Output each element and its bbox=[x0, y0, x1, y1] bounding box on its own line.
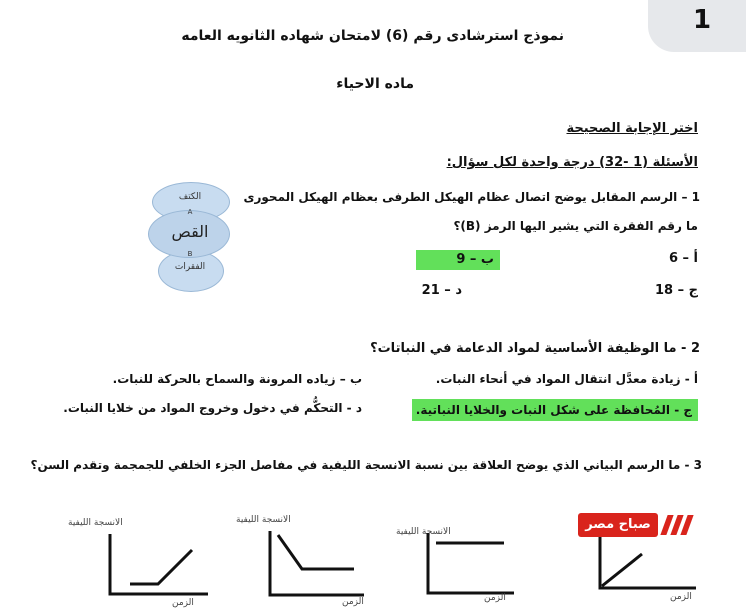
q1-option-c[interactable]: ج – 18 bbox=[654, 283, 698, 298]
q2-stem: 2 - ما الوظيفة الأساسية لمواد الدعامة في النباتات؟ bbox=[370, 341, 700, 356]
graph-3-y-label: الانسجة الليفية bbox=[396, 527, 451, 537]
shoulder-label: الكتف bbox=[178, 192, 202, 202]
graph-option-4[interactable] bbox=[578, 530, 696, 610]
q2-option-b[interactable]: ب – زياده المرونة والسماح بالحركة للنبات. bbox=[112, 372, 362, 386]
instruction-choose: اختر الإجابة الصحيحة bbox=[566, 121, 698, 136]
watermark-text: صباح مصر bbox=[585, 517, 651, 532]
exam-title: نموذج استرشادى رقم (6) لامتحان شهاده الثانويه العامه bbox=[181, 28, 564, 44]
q1-stem-line2: ما رقم الفقرة التي يشير اليها الرمز (B)؟ bbox=[453, 219, 698, 233]
page-number: 1 bbox=[692, 5, 712, 35]
q3-stem: 3 - ما الرسم البياني الذي يوضح العلاقة بين نسبة الانسجة الليفية في مفاصل الجزء الخلفي للجمجمة وتقدم السن؟ bbox=[30, 458, 702, 472]
letter-b: B bbox=[187, 250, 193, 258]
graph-2-plot bbox=[236, 515, 364, 610]
graph-1-x-label: الزمن bbox=[172, 598, 194, 608]
graph-option-1[interactable] bbox=[68, 518, 208, 610]
graph-2-x-label: الزمن bbox=[342, 597, 364, 607]
q1-option-a[interactable]: أ – 6 bbox=[668, 251, 698, 266]
skeleton-diagram bbox=[144, 178, 236, 294]
graph-option-3[interactable] bbox=[396, 527, 514, 610]
instruction-range: الأسئلة (1 -32) درجة واحدة لكل سؤال: bbox=[446, 155, 698, 170]
vertebrae-label: الفقرات bbox=[174, 262, 206, 272]
graph-1-plot bbox=[68, 518, 208, 610]
graph-3-x-label: الزمن bbox=[484, 593, 506, 603]
letter-a: A bbox=[187, 208, 193, 216]
q1-stem-line1: 1 – الرسم المقابل يوضح اتصال عظام الهيكل الطرفى بعظام الهيكل المحورى bbox=[243, 190, 700, 204]
q1-option-d[interactable]: د – 21 bbox=[421, 283, 462, 298]
sternum-label: القص bbox=[171, 222, 209, 241]
graph-2-y-label: الانسجة الليفية bbox=[236, 515, 291, 525]
q2-option-a[interactable]: أ - زيادة معدَّل انتقال المواد في أنحاء النبات. bbox=[435, 372, 698, 386]
q2-option-c[interactable]: ج - المُحافظة على شكل النبات والخلايا النباتية. bbox=[412, 399, 698, 421]
site-watermark bbox=[578, 513, 696, 537]
graph-4-x-label: الزمن bbox=[670, 592, 692, 602]
subject-title: ماده الاحياء bbox=[336, 76, 414, 92]
q1-option-b[interactable]: ب – 9 bbox=[416, 250, 500, 270]
graph-option-2[interactable] bbox=[236, 515, 364, 610]
graph-1-y-label: الانسجة الليفية bbox=[68, 518, 123, 528]
q2-option-d[interactable]: د - التحكُّم في دخول وخروج المواد من خلايا النبات. bbox=[63, 401, 362, 415]
